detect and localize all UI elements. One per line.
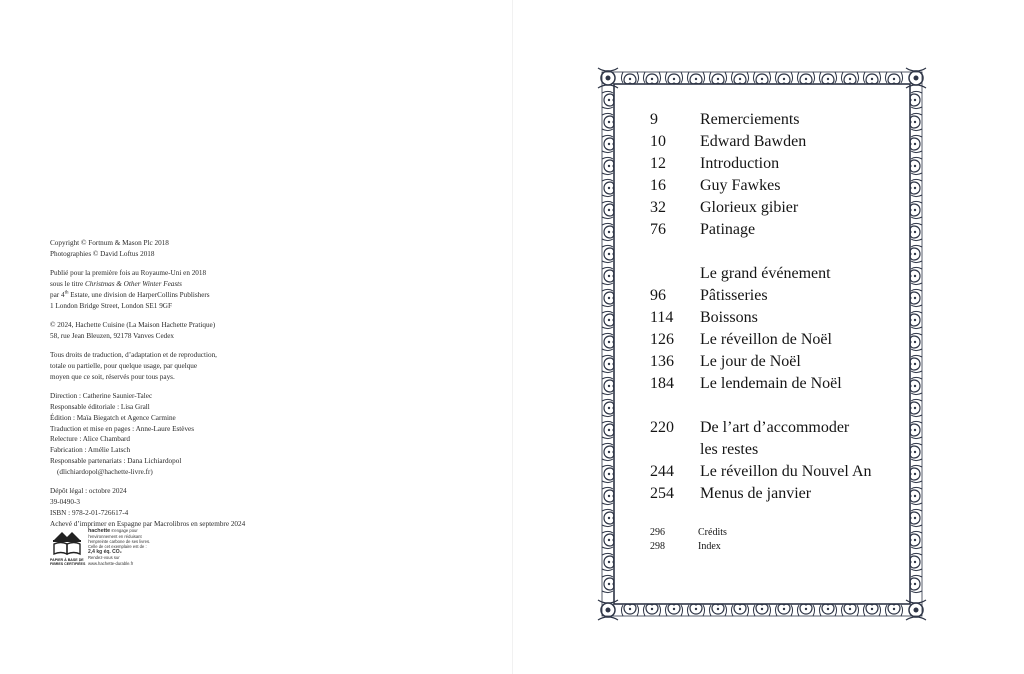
frame-ornament bbox=[602, 356, 614, 373]
frame-ornament bbox=[910, 268, 922, 285]
frame-ornament bbox=[754, 604, 771, 616]
frame-ornament bbox=[602, 554, 614, 571]
frame-ornament bbox=[776, 72, 793, 84]
frame-ornament bbox=[886, 72, 903, 84]
photo-credit-line: Photographies © David Loftus 2018 bbox=[50, 249, 155, 258]
frame-ornament bbox=[602, 488, 614, 505]
first-published-block bbox=[50, 268, 300, 311]
toc-title: Introduction bbox=[700, 155, 780, 172]
french-publisher-block bbox=[50, 320, 300, 342]
frame-ornament bbox=[602, 378, 614, 395]
frame-ornament bbox=[798, 604, 815, 616]
frame-ornament bbox=[910, 554, 922, 571]
toc-title: les restes bbox=[700, 441, 759, 458]
toc-title: De l’art d’accommoder bbox=[700, 419, 850, 436]
toc-page-number: 16 bbox=[650, 177, 666, 194]
toc-title: Le réveillon du Nouvel An bbox=[700, 463, 872, 480]
original-title: Christmas & Other Winter Feasts bbox=[84, 279, 182, 288]
frame-ornament bbox=[910, 202, 922, 219]
toc-title: Glorieux gibier bbox=[700, 199, 799, 216]
credit-line: Responsable partenariats : Dana Lichiardopol bbox=[50, 456, 182, 465]
toc-page-number: 10 bbox=[650, 133, 666, 150]
toc-title: Crédits bbox=[698, 527, 727, 538]
toc-title: Menus de janvier bbox=[700, 485, 812, 502]
imprint-block bbox=[50, 238, 300, 538]
frame-ornament bbox=[842, 72, 859, 84]
toc-title: Guy Fawkes bbox=[700, 177, 781, 194]
toc-page-number: 114 bbox=[650, 309, 674, 326]
toc-page-number: 254 bbox=[650, 485, 674, 502]
frame-ornament bbox=[910, 378, 922, 395]
credit-line: Direction : Catherine Saunier-Talec bbox=[50, 392, 153, 401]
toc-page-number: 9 bbox=[650, 111, 658, 128]
frame-ornament bbox=[602, 224, 614, 241]
toc-title: Index bbox=[698, 541, 721, 552]
frame-ornament bbox=[602, 136, 614, 153]
frame-ornament bbox=[602, 532, 614, 549]
frame-ornament bbox=[710, 72, 727, 84]
eco-line: Celle de cet exemplaire est de : bbox=[88, 544, 147, 550]
frame-ornament bbox=[602, 114, 614, 131]
frame-ornament bbox=[602, 312, 614, 329]
credit-line: Fabrication : Amélie Latsch bbox=[50, 446, 131, 455]
frame-ornament bbox=[910, 312, 922, 329]
toc-title: Edward Bawden bbox=[700, 133, 807, 150]
frame-ornament bbox=[602, 268, 614, 285]
frame-ornament bbox=[910, 510, 922, 527]
eco-logo-caption: PAPIER À BASE DE FIBRES CERTIFIÉES bbox=[50, 558, 86, 567]
copyright-line: Copyright © Fortnum & Mason Plc 2018 bbox=[50, 239, 169, 247]
frame-ornament bbox=[602, 466, 614, 483]
frame-ornament bbox=[910, 290, 922, 307]
frame-ornament bbox=[622, 604, 639, 616]
frame-ornament bbox=[602, 334, 614, 351]
rights-line: totale ou partielle, pour quelque usage, par quelque bbox=[50, 361, 198, 370]
credit-line: Édition : Maïa Biegatch et Agence Carmine bbox=[50, 413, 176, 422]
frame-ornament bbox=[910, 576, 922, 593]
credit-line: Traduction et mise en pages : Anne-Laure Estèves bbox=[50, 424, 195, 433]
original-title-prefix: sous le titre bbox=[50, 279, 85, 288]
frame-ornament bbox=[602, 576, 614, 593]
credit-line: Relecture : Alice Chambard bbox=[50, 435, 131, 444]
toc-page-number: 12 bbox=[650, 155, 666, 172]
publisher-address-line: 1 London Bridge Street, London SE1 9GF bbox=[50, 301, 172, 310]
frame-ornament bbox=[910, 224, 922, 241]
toc-page-number: 96 bbox=[650, 287, 666, 304]
frame-ornament bbox=[776, 604, 793, 616]
frame-ornament bbox=[602, 246, 614, 263]
frame-ornament bbox=[602, 422, 614, 439]
frame-ornament bbox=[910, 92, 922, 109]
toc-title: Le réveillon de Noël bbox=[700, 331, 832, 348]
frame-ornament bbox=[798, 72, 815, 84]
legal-block bbox=[50, 486, 300, 529]
frame-ornament bbox=[602, 180, 614, 197]
frame-ornament bbox=[602, 290, 614, 307]
toc-title: Remerciements bbox=[700, 111, 800, 128]
frame-ornament bbox=[910, 466, 922, 483]
frame-ornament bbox=[910, 136, 922, 153]
toc-page-number: 32 bbox=[650, 199, 666, 216]
frame-ornament bbox=[910, 356, 922, 373]
frame-ornament bbox=[842, 604, 859, 616]
credit-line: Responsable éditoriale : Lisa Grall bbox=[50, 402, 150, 411]
original-title-line bbox=[50, 279, 300, 290]
frame-ornament bbox=[820, 604, 837, 616]
first-published-line: Publié pour la première fois au Royaume-Uni en 2018 bbox=[50, 269, 207, 278]
legal-deposit-line: Dépôt légal : octobre 2024 bbox=[50, 487, 127, 496]
frame-ornament bbox=[688, 604, 705, 616]
frame-ornament bbox=[666, 604, 683, 616]
rights-block bbox=[50, 350, 300, 382]
frame-ornament bbox=[910, 158, 922, 175]
toc-page-number: 298 bbox=[650, 541, 665, 552]
frame-ornament bbox=[910, 444, 922, 461]
french-address-line: 58, rue Jean Bleuzen, 92178 Vanves Cedex bbox=[50, 331, 175, 340]
frame-ornament bbox=[602, 202, 614, 219]
toc-page-number: 220 bbox=[650, 419, 674, 436]
frame-ornament bbox=[644, 604, 661, 616]
toc-title: Boissons bbox=[700, 309, 758, 326]
edition-code-line: 39-0490-3 bbox=[50, 497, 80, 506]
toc-page-number: 244 bbox=[650, 463, 674, 480]
toc-title: Patinage bbox=[700, 221, 756, 238]
french-copyright-line: © 2024, Hachette Cuisine (La Maison Hachette Pratique) bbox=[50, 320, 216, 329]
frame-ornament bbox=[666, 72, 683, 84]
frame-ornament bbox=[644, 72, 661, 84]
frame-ornament bbox=[910, 114, 922, 131]
eco-line: s'engage pour bbox=[111, 528, 138, 533]
rights-line: moyen que ce soit, réservés pour tous pays. bbox=[50, 372, 175, 381]
publisher-suffix: Estate, une division de HarperCollins Publishers bbox=[68, 290, 210, 299]
eco-statement bbox=[88, 528, 160, 566]
frame-ornament bbox=[754, 72, 771, 84]
frame-ornament bbox=[910, 488, 922, 505]
frame-ornament bbox=[910, 246, 922, 263]
original-publisher-line bbox=[50, 290, 300, 301]
frame-ornament bbox=[910, 400, 922, 417]
hachette-logo: hachette bbox=[88, 528, 111, 534]
toc-page-number: 126 bbox=[650, 331, 674, 348]
frame-ornament bbox=[910, 180, 922, 197]
frame-ornament bbox=[864, 72, 881, 84]
eco-line: l'environnement en réduisant bbox=[88, 534, 142, 540]
publisher-prefix: par 4 bbox=[50, 290, 65, 299]
rights-line: Tous droits de traduction, d’adaptation et de reproduction, bbox=[50, 351, 217, 360]
frame-ornament bbox=[602, 400, 614, 417]
toc-page-number: 136 bbox=[650, 353, 674, 370]
toc-title: Le lendemain de Noël bbox=[700, 375, 842, 392]
page-gutter bbox=[512, 0, 513, 674]
eco-line: l'empreinte carbone de ses livres. bbox=[88, 539, 151, 545]
printer-line: Achevé d’imprimer en Espagne par Macrolibros en septembre 2024 bbox=[50, 519, 246, 528]
frame-ornament bbox=[602, 158, 614, 175]
eco-label bbox=[50, 528, 160, 572]
toc-page-number: 76 bbox=[650, 221, 666, 238]
ordinal-suffix: th bbox=[64, 290, 69, 296]
frame-ornament bbox=[910, 422, 922, 439]
frame-ornament bbox=[864, 604, 881, 616]
eco-line: Rendez-vous sur bbox=[88, 555, 120, 561]
frame-ornament bbox=[602, 444, 614, 461]
frame-ornament bbox=[602, 92, 614, 109]
frame-ornament bbox=[688, 72, 705, 84]
toc-page-number: 296 bbox=[650, 527, 665, 538]
toc-title: Pâtisseries bbox=[700, 287, 768, 304]
credits-block bbox=[50, 391, 300, 477]
eco-link: www.hachette-durable.fr bbox=[88, 560, 134, 566]
frame-ornament bbox=[732, 604, 749, 616]
frame-ornament bbox=[732, 72, 749, 84]
isbn-line: ISBN : 978-2-01-726617-4 bbox=[50, 508, 129, 517]
frame-ornament bbox=[820, 72, 837, 84]
frame-ornament bbox=[602, 510, 614, 527]
toc-page-number: 184 bbox=[650, 375, 674, 392]
co2-value: 2,4 kg éq. CO₂ bbox=[88, 549, 122, 556]
toc-title: Le grand événement bbox=[700, 265, 831, 282]
frame-ornament bbox=[622, 72, 639, 84]
frame-ornament bbox=[886, 604, 903, 616]
frame-ornament bbox=[710, 604, 727, 616]
frame-ornament bbox=[910, 532, 922, 549]
frame-ornament bbox=[910, 334, 922, 351]
copyright-block bbox=[50, 238, 300, 260]
credit-line: (dlichiardopol@hachette-livre.fr) bbox=[57, 467, 153, 476]
toc-title: Le jour de Noël bbox=[700, 353, 801, 370]
